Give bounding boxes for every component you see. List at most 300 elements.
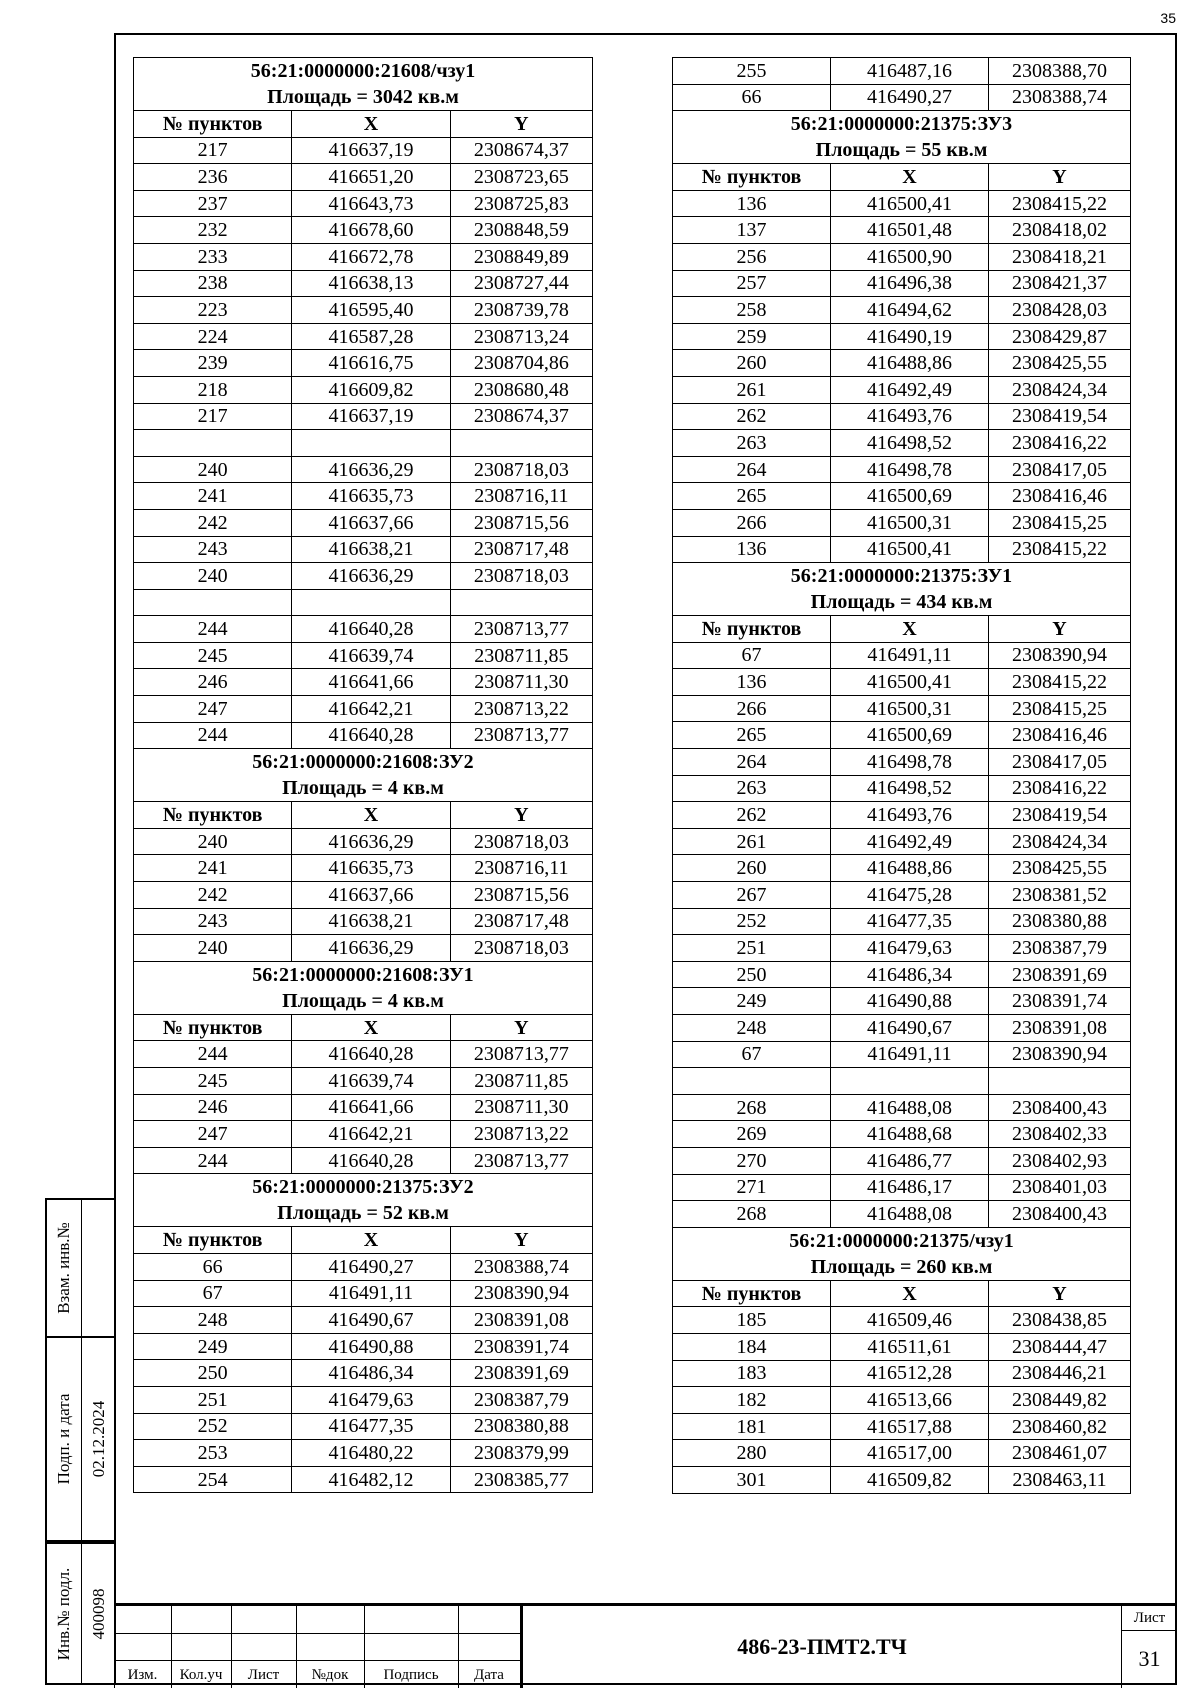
x-coordinate: 416642,21 — [292, 696, 450, 723]
tb-label-ndok: №док — [311, 1667, 349, 1683]
x-coordinate: 416490,88 — [292, 1333, 450, 1360]
x-coordinate: 416490,27 — [292, 1253, 450, 1280]
point-number: 67 — [673, 1041, 831, 1068]
x-coordinate: 416509,46 — [831, 1307, 989, 1334]
point-number: 67 — [134, 1280, 292, 1307]
table-row — [673, 855, 1131, 882]
point-number: 262 — [673, 802, 831, 829]
side-stamp-vzam — [45, 1198, 114, 1338]
y-coordinate: 2308718,03 — [450, 456, 592, 483]
x-coordinate: 416609,82 — [292, 376, 450, 403]
y-coordinate: 2308674,37 — [450, 137, 592, 164]
table-title-row — [673, 1227, 1131, 1280]
x-coordinate: 416496,38 — [831, 270, 989, 297]
page-corner-number: 35 — [1160, 10, 1176, 26]
x-coordinate: 416500,69 — [831, 722, 989, 749]
x-coordinate: 416482,12 — [292, 1466, 450, 1493]
point-number: 244 — [134, 616, 292, 643]
y-coordinate: 2308419,54 — [989, 802, 1131, 829]
point-number: 268 — [673, 1094, 831, 1121]
point-number: 181 — [673, 1413, 831, 1440]
x-coordinate: 416477,35 — [831, 908, 989, 935]
y-coordinate: 2308680,48 — [450, 376, 592, 403]
point-number: 253 — [134, 1440, 292, 1467]
y-coordinate: 2308711,85 — [450, 1068, 592, 1095]
point-number: 245 — [134, 1068, 292, 1095]
x-coordinate: 416641,66 — [292, 1094, 450, 1121]
x-coordinate: 416486,34 — [831, 961, 989, 988]
x-coordinate: 416488,86 — [831, 350, 989, 377]
coordinates-table-right — [672, 57, 1131, 1494]
point-number: 243 — [134, 908, 292, 935]
plot-cadastral-number: 56:21:0000000:21608:ЗУ1 — [252, 963, 474, 986]
point-number: 66 — [673, 84, 831, 111]
x-coordinate: 416490,19 — [831, 323, 989, 350]
point-number: 280 — [673, 1440, 831, 1467]
table-title-row — [134, 1174, 593, 1227]
table-row — [673, 1360, 1131, 1387]
table-header-row — [134, 1227, 593, 1254]
y-coordinate: 2308388,74 — [989, 84, 1131, 111]
point-number: 224 — [134, 323, 292, 350]
y-coordinate: 2308713,77 — [450, 1147, 592, 1174]
table-header-row — [134, 802, 593, 829]
plot-area: Площадь = 4 кв.м — [282, 989, 444, 1012]
x-coordinate: 416500,90 — [831, 243, 989, 270]
y-coordinate: 2308390,94 — [989, 1041, 1131, 1068]
point-number: 244 — [134, 1147, 292, 1174]
point-number: 250 — [673, 961, 831, 988]
point-number: 247 — [134, 696, 292, 723]
x-coordinate: 416637,66 — [292, 882, 450, 909]
plot-area: Площадь = 260 кв.м — [810, 1255, 993, 1278]
x-coordinate: 416498,78 — [831, 749, 989, 776]
x-coordinate: 416500,41 — [831, 536, 989, 563]
table-title-row — [134, 58, 593, 111]
table-row — [134, 270, 593, 297]
x-coordinate: 416490,67 — [292, 1307, 450, 1334]
x-coordinate — [831, 1068, 989, 1095]
y-coordinate — [989, 1068, 1131, 1095]
point-number: 248 — [673, 1015, 831, 1042]
point-number: 232 — [134, 217, 292, 244]
y-coordinate: 2308391,74 — [450, 1333, 592, 1360]
y-coordinate: 2308424,34 — [989, 376, 1131, 403]
point-number: 66 — [134, 1253, 292, 1280]
y-coordinate: 2308715,56 — [450, 509, 592, 536]
point-number: 182 — [673, 1387, 831, 1414]
tb-label-data: Дата — [474, 1667, 504, 1683]
y-coordinate: 2308713,24 — [450, 323, 592, 350]
table-row — [134, 908, 593, 935]
x-coordinate: 416490,27 — [831, 84, 989, 111]
table-row — [673, 350, 1131, 377]
table-row — [673, 1015, 1131, 1042]
x-coordinate: 416517,00 — [831, 1440, 989, 1467]
x-coordinate: 416636,29 — [292, 456, 450, 483]
x-coordinate: 416512,28 — [831, 1360, 989, 1387]
side-stamp-inv — [45, 1542, 114, 1685]
y-coordinate: 2308460,82 — [989, 1413, 1131, 1440]
table-row — [134, 855, 593, 882]
table-row — [134, 1440, 593, 1467]
x-coordinate: 416587,28 — [292, 323, 450, 350]
point-number: 241 — [134, 483, 292, 510]
point-number: 301 — [673, 1466, 831, 1493]
tb-label-podpis: Подпись — [383, 1667, 439, 1683]
x-coordinate: 416635,73 — [292, 483, 450, 510]
x-coordinate: 416500,41 — [831, 190, 989, 217]
table-row — [673, 722, 1131, 749]
y-coordinate: 2308421,37 — [989, 270, 1131, 297]
y-coordinate: 2308713,77 — [450, 616, 592, 643]
point-number: 242 — [134, 509, 292, 536]
table-row — [134, 1360, 593, 1387]
table-row — [134, 1068, 593, 1095]
y-coordinate — [450, 430, 592, 457]
column-header: Y — [989, 1280, 1131, 1307]
table-row — [134, 1041, 593, 1068]
table-row — [673, 775, 1131, 802]
table-row — [673, 323, 1131, 350]
table-row — [673, 243, 1131, 270]
table-row — [673, 749, 1131, 776]
x-coordinate: 416643,73 — [292, 190, 450, 217]
title-block — [114, 1603, 1177, 1688]
table-row — [673, 935, 1131, 962]
table-row — [134, 297, 593, 324]
point-number: 223 — [134, 297, 292, 324]
plot-cadastral-number: 56:21:0000000:21375:ЗУ2 — [252, 1176, 474, 1199]
point-number: 264 — [673, 749, 831, 776]
column-header: X — [292, 1227, 450, 1254]
table-row — [134, 563, 593, 590]
y-coordinate: 2308380,88 — [989, 908, 1131, 935]
podp-label: Подп. и дата — [54, 1393, 73, 1485]
table-header-row — [134, 1014, 593, 1041]
x-coordinate: 416493,76 — [831, 802, 989, 829]
y-coordinate: 2308718,03 — [450, 935, 592, 962]
table-row — [673, 1174, 1131, 1201]
point-number: 270 — [673, 1147, 831, 1174]
x-coordinate: 416517,88 — [831, 1413, 989, 1440]
y-coordinate: 2308711,30 — [450, 1094, 592, 1121]
point-number: 247 — [134, 1121, 292, 1148]
point-number: 245 — [134, 642, 292, 669]
y-coordinate: 2308723,65 — [450, 164, 592, 191]
y-coordinate: 2308425,55 — [989, 350, 1131, 377]
sheet-box — [1121, 1606, 1177, 1688]
point-number: 185 — [673, 1307, 831, 1334]
point-number: 265 — [673, 483, 831, 510]
table-row — [134, 137, 593, 164]
column-header: Y — [450, 1014, 592, 1041]
y-coordinate: 2308428,03 — [989, 297, 1131, 324]
point-number: 248 — [134, 1307, 292, 1334]
point-number — [134, 589, 292, 616]
table-row — [673, 270, 1131, 297]
point-number: 264 — [673, 456, 831, 483]
point-number: 244 — [134, 722, 292, 749]
y-coordinate: 2308739,78 — [450, 297, 592, 324]
table-row — [673, 961, 1131, 988]
point-number: 136 — [673, 669, 831, 696]
y-coordinate: 2308715,56 — [450, 882, 592, 909]
point-number: 246 — [134, 669, 292, 696]
table-row — [673, 217, 1131, 244]
point-number: 266 — [673, 695, 831, 722]
x-coordinate: 416635,73 — [292, 855, 450, 882]
y-coordinate: 2308713,22 — [450, 1121, 592, 1148]
y-coordinate: 2308416,46 — [989, 722, 1131, 749]
table-row — [134, 1280, 593, 1307]
x-coordinate: 416637,19 — [292, 137, 450, 164]
table-row — [134, 696, 593, 723]
x-coordinate: 416640,28 — [292, 1147, 450, 1174]
y-coordinate: 2308385,77 — [450, 1466, 592, 1493]
y-coordinate — [450, 589, 592, 616]
x-coordinate — [292, 430, 450, 457]
table-row — [134, 536, 593, 563]
x-coordinate: 416491,11 — [292, 1280, 450, 1307]
y-coordinate: 2308415,22 — [989, 536, 1131, 563]
point-number: 265 — [673, 722, 831, 749]
table-row — [673, 908, 1131, 935]
table-title-row — [134, 961, 593, 1014]
y-coordinate: 2308716,11 — [450, 483, 592, 510]
x-coordinate: 416637,19 — [292, 403, 450, 430]
x-coordinate: 416636,29 — [292, 563, 450, 590]
table-row — [134, 483, 593, 510]
column-header: № пунктов — [134, 111, 292, 138]
point-number: 261 — [673, 828, 831, 855]
y-coordinate: 2308717,48 — [450, 908, 592, 935]
table-header-row — [673, 1280, 1131, 1307]
table-header-row — [673, 164, 1131, 191]
point-number: 257 — [673, 270, 831, 297]
column-header: № пунктов — [673, 616, 831, 643]
x-coordinate: 416492,49 — [831, 828, 989, 855]
column-header: X — [831, 1280, 989, 1307]
point-number: 137 — [673, 217, 831, 244]
point-number: 263 — [673, 775, 831, 802]
point-number: 259 — [673, 323, 831, 350]
x-coordinate: 416490,88 — [831, 988, 989, 1015]
x-coordinate: 416492,49 — [831, 376, 989, 403]
x-coordinate: 416640,28 — [292, 722, 450, 749]
x-coordinate: 416616,75 — [292, 350, 450, 377]
point-number: 217 — [134, 403, 292, 430]
x-coordinate: 416672,78 — [292, 243, 450, 270]
x-coordinate: 416486,17 — [831, 1174, 989, 1201]
x-coordinate: 416498,52 — [831, 775, 989, 802]
table-row — [673, 1201, 1131, 1228]
point-number — [134, 430, 292, 457]
vzam-label: Взам. инв.№ — [54, 1222, 73, 1314]
point-number: 246 — [134, 1094, 292, 1121]
point-number: 252 — [134, 1413, 292, 1440]
y-coordinate: 2308391,08 — [989, 1015, 1131, 1042]
x-coordinate: 416475,28 — [831, 882, 989, 909]
table-row — [134, 1466, 593, 1493]
table-row — [673, 84, 1131, 111]
x-coordinate — [292, 589, 450, 616]
plot-cadastral-number: 56:21:0000000:21375:ЗУ1 — [790, 565, 1013, 588]
table-row — [673, 456, 1131, 483]
table-row — [134, 243, 593, 270]
x-coordinate: 416640,28 — [292, 616, 450, 643]
column-header: Y — [450, 111, 592, 138]
point-number: 240 — [134, 828, 292, 855]
plot-area: Площадь = 4 кв.м — [282, 777, 444, 800]
y-coordinate: 2308388,74 — [450, 1253, 592, 1280]
y-coordinate: 2308446,21 — [989, 1360, 1131, 1387]
table-row — [134, 376, 593, 403]
plot-cadastral-number: 56:21:0000000:21608/чзу1 — [250, 60, 476, 82]
table-row — [673, 1307, 1131, 1334]
coordinates-table-left — [133, 57, 593, 1493]
x-coordinate: 416488,86 — [831, 855, 989, 882]
x-coordinate: 416638,13 — [292, 270, 450, 297]
column-header: X — [292, 802, 450, 829]
y-coordinate: 2308400,43 — [989, 1094, 1131, 1121]
plot-area: Площадь = 55 кв.м — [815, 139, 988, 162]
table-row — [134, 722, 593, 749]
point-number: 237 — [134, 190, 292, 217]
table-header-row — [673, 616, 1131, 643]
side-stamp-podp — [45, 1338, 114, 1542]
x-coordinate: 416638,21 — [292, 908, 450, 935]
y-coordinate: 2308401,03 — [989, 1174, 1131, 1201]
y-coordinate: 2308418,02 — [989, 217, 1131, 244]
y-coordinate: 2308415,25 — [989, 509, 1131, 536]
point-number: 251 — [134, 1386, 292, 1413]
x-coordinate: 416637,66 — [292, 509, 450, 536]
table-row — [134, 882, 593, 909]
y-coordinate: 2308390,94 — [989, 642, 1131, 669]
x-coordinate: 416500,31 — [831, 695, 989, 722]
table-row — [673, 297, 1131, 324]
point-number: 244 — [134, 1041, 292, 1068]
table-row — [673, 828, 1131, 855]
point-number: 239 — [134, 350, 292, 377]
x-coordinate: 416509,82 — [831, 1466, 989, 1493]
y-coordinate: 2308381,52 — [989, 882, 1131, 909]
table-row — [673, 642, 1131, 669]
table-title-row — [673, 111, 1131, 164]
table-row — [134, 1413, 593, 1440]
point-number: 240 — [134, 563, 292, 590]
table-row — [134, 190, 593, 217]
point-number: 243 — [134, 536, 292, 563]
column-header: № пунктов — [134, 802, 292, 829]
y-coordinate: 2308704,86 — [450, 350, 592, 377]
column-header: X — [831, 616, 989, 643]
column-header: Y — [450, 1227, 592, 1254]
y-coordinate: 2308711,30 — [450, 669, 592, 696]
y-coordinate: 2308387,79 — [450, 1386, 592, 1413]
table-row — [673, 1121, 1131, 1148]
table-row — [673, 1041, 1131, 1068]
table-row — [673, 58, 1131, 85]
y-coordinate: 2308419,54 — [989, 403, 1131, 430]
plot-cadastral-number: 56:21:0000000:21375:ЗУ3 — [790, 113, 1013, 136]
y-coordinate: 2308429,87 — [989, 323, 1131, 350]
y-coordinate: 2308463,11 — [989, 1466, 1131, 1493]
column-header: № пунктов — [673, 1280, 831, 1307]
tb-label-izm: Изм. — [127, 1667, 158, 1683]
y-coordinate: 2308418,21 — [989, 243, 1131, 270]
inv-label: Инв.№ подл. — [54, 1567, 73, 1660]
table-row — [673, 536, 1131, 563]
x-coordinate: 416494,62 — [831, 297, 989, 324]
y-coordinate: 2308415,22 — [989, 669, 1131, 696]
x-coordinate: 416511,61 — [831, 1333, 989, 1360]
table-row — [673, 1068, 1131, 1095]
column-header: Y — [989, 164, 1131, 191]
table-row — [134, 589, 593, 616]
point-number: 271 — [673, 1174, 831, 1201]
x-coordinate: 416488,68 — [831, 1121, 989, 1148]
column-header: № пунктов — [134, 1227, 292, 1254]
point-number: 236 — [134, 164, 292, 191]
point-number: 184 — [673, 1333, 831, 1360]
column-header: Y — [450, 802, 592, 829]
column-header: X — [292, 1014, 450, 1041]
y-coordinate: 2308391,69 — [989, 961, 1131, 988]
y-coordinate: 2308416,46 — [989, 483, 1131, 510]
y-coordinate: 2308461,07 — [989, 1440, 1131, 1467]
point-number: 249 — [673, 988, 831, 1015]
right-column — [672, 57, 1131, 1494]
podp-date: 02.12.2024 — [88, 1400, 108, 1478]
table-row — [673, 1333, 1131, 1360]
sheet-label: Лист — [1122, 1610, 1177, 1631]
plot-area: Площадь = 52 кв.м — [277, 1202, 449, 1225]
y-coordinate: 2308717,48 — [450, 536, 592, 563]
y-coordinate: 2308727,44 — [450, 270, 592, 297]
y-coordinate: 2308449,82 — [989, 1387, 1131, 1414]
x-coordinate: 416640,28 — [292, 1041, 450, 1068]
point-number: 67 — [673, 642, 831, 669]
x-coordinate: 416641,66 — [292, 669, 450, 696]
x-coordinate: 416501,48 — [831, 217, 989, 244]
column-header: № пунктов — [673, 164, 831, 191]
x-coordinate: 416651,20 — [292, 164, 450, 191]
y-coordinate: 2308424,34 — [989, 828, 1131, 855]
y-coordinate: 2308425,55 — [989, 855, 1131, 882]
point-number: 251 — [673, 935, 831, 962]
plot-cadastral-number: 56:21:0000000:21608:ЗУ2 — [252, 751, 474, 774]
point-number: 218 — [134, 376, 292, 403]
plot-area: Площадь = 3042 кв.м — [267, 86, 459, 108]
point-number: 242 — [134, 882, 292, 909]
table-row — [134, 1307, 593, 1334]
table-row — [673, 376, 1131, 403]
y-coordinate: 2308713,77 — [450, 722, 592, 749]
x-coordinate: 416486,34 — [292, 1360, 450, 1387]
table-row — [134, 669, 593, 696]
x-coordinate: 416498,52 — [831, 430, 989, 457]
point-number: 250 — [134, 1360, 292, 1387]
y-coordinate: 2308380,88 — [450, 1413, 592, 1440]
sheet-number: 31 — [1138, 1646, 1161, 1671]
table-row — [134, 828, 593, 855]
x-coordinate: 416480,22 — [292, 1440, 450, 1467]
point-number: 255 — [673, 58, 831, 85]
tb-label-kolvo: Кол.уч — [179, 1667, 223, 1683]
table-row — [673, 1094, 1131, 1121]
